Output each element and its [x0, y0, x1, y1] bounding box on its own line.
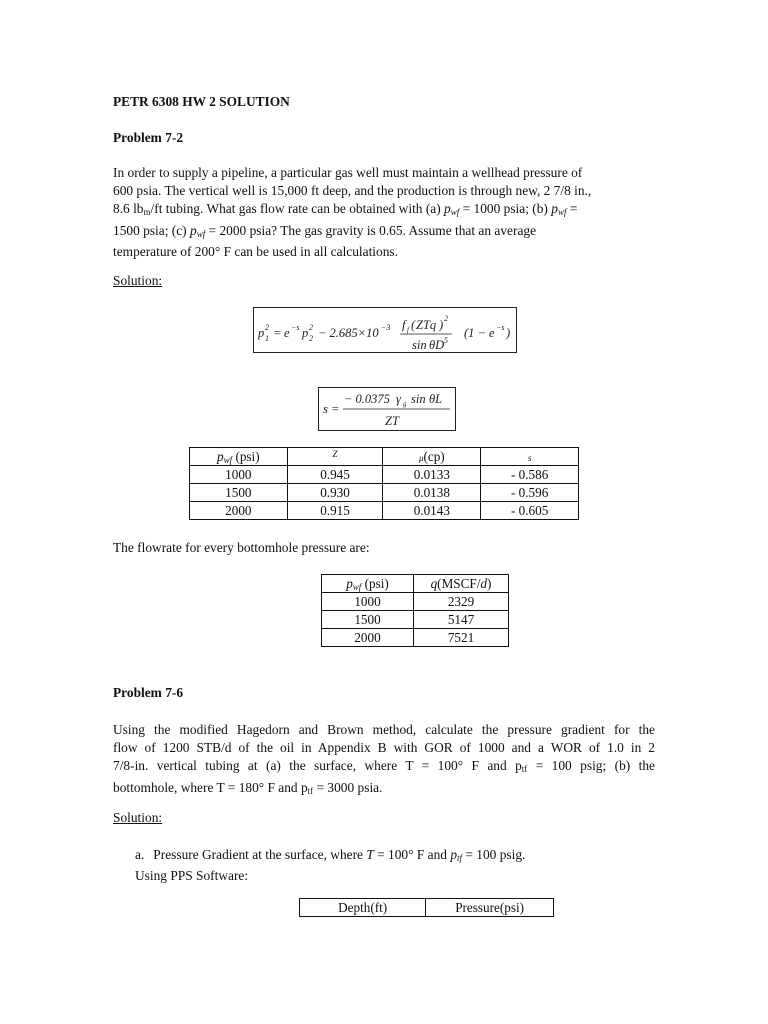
svg-text:−s: −s	[291, 323, 300, 332]
svg-text:g: g	[403, 400, 407, 408]
svg-text:): )	[506, 326, 511, 340]
table-row	[322, 593, 509, 611]
equation-s-box	[318, 387, 456, 431]
svg-text:2: 2	[265, 323, 269, 332]
statement-line: 1500 psia; (c) $p_{wf} = 2000$ psia? The gas gravity is 0.65. Assume that an average	[113, 222, 537, 239]
problem-7-2-statement	[113, 164, 658, 261]
table-cell: 0.915	[287, 502, 383, 520]
software-line: Using PPS Software:	[135, 868, 249, 884]
table-depth-pressure	[299, 898, 554, 917]
svg-text:=: =	[273, 326, 282, 340]
problem-7-6-statement	[113, 721, 655, 800]
svg-text:ZTq: ZTq	[416, 318, 437, 332]
svg-text:s: s	[323, 402, 328, 416]
table-row	[190, 466, 579, 484]
svg-text:− 2.685×10: − 2.685×10	[318, 326, 379, 340]
equation-pressure	[254, 308, 516, 352]
table-cell: 2329	[414, 593, 509, 611]
header-pwf: $p_{wf}$ (psi)	[322, 575, 414, 593]
header-q: q(MSCF/d)	[414, 575, 509, 593]
statement-line: In order to supply a pipeline, a particular gas well must maintain a wellhead pressure of	[113, 165, 583, 180]
document-title: PETR 6308 HW 2 SOLUTION	[113, 94, 290, 109]
svg-text:sin: sin	[412, 338, 427, 352]
svg-text:5: 5	[444, 336, 448, 345]
svg-text:e: e	[489, 326, 495, 340]
svg-text:ZT: ZT	[385, 414, 399, 428]
problem-7-2-heading: Problem 7-2	[113, 130, 184, 145]
equation-pressure-box	[253, 307, 517, 353]
svg-text:f: f	[407, 326, 409, 334]
svg-text:−s: −s	[496, 323, 505, 332]
svg-text:γ: γ	[396, 392, 401, 406]
table-header-row	[300, 899, 554, 917]
svg-text:sin: sin	[411, 392, 426, 406]
svg-text:2: 2	[309, 323, 313, 332]
statement-line: flow of 1200 STB/d of the oil in Appendix B with GOR of 1000 and a WOR of 1.0 in 2	[113, 740, 655, 756]
svg-text:(1 −: (1 −	[464, 326, 486, 340]
table-cell: 1500	[322, 611, 414, 629]
table-cell: - 0.586	[481, 466, 579, 484]
svg-text:2: 2	[309, 334, 313, 343]
header-s: s	[481, 448, 579, 466]
table-cell: 0.0138	[383, 484, 481, 502]
statement-line: 600 psia. The vertical well is 15,000 ft deep, and the production is through new, 2 7/8 in.,	[113, 183, 592, 199]
table-cell: - 0.605	[481, 502, 579, 520]
statement-line: temperature of 200° F can be used in all calculations.	[113, 243, 398, 259]
table-header-row	[190, 448, 579, 466]
header-mu: μ(cp)	[383, 448, 481, 466]
table-row	[190, 484, 579, 502]
svg-text:1: 1	[265, 334, 269, 343]
header-depth: Depth(ft)	[300, 899, 426, 917]
flowrate-intro: The flowrate for every bottomhole pressure are:	[113, 540, 370, 555]
solution-label: Solution:	[113, 273, 163, 288]
statement-line: bottomhole, where T = 180° F and $p_{tf} = 3000$ psia.	[113, 779, 383, 796]
table-cell: 2000	[322, 629, 414, 647]
svg-text:=: =	[331, 402, 340, 416]
table-cell: 0.930	[287, 484, 383, 502]
header-pwf: $p_{wf}$ (psi)	[190, 448, 288, 466]
table-cell: 7521	[414, 629, 509, 647]
svg-text:): )	[439, 318, 444, 332]
table-cell: 1500	[190, 484, 288, 502]
table-row	[322, 611, 509, 629]
table-cell: 0.945	[287, 466, 383, 484]
table-flowrate	[321, 574, 509, 647]
svg-text:2: 2	[444, 314, 448, 323]
svg-text:f: f	[402, 318, 406, 332]
svg-text:(: (	[411, 318, 416, 332]
table-header-row	[322, 575, 509, 593]
statement-line: 8.6 $lb_m/ft$ tubing. What gas flow rate can be obtained with (a) $p_{wf} = 1000$ psia; (b) $p_{wf}$ =	[113, 201, 578, 218]
statement-line: Using the modified Hagedorn and Brown method, calculate the pressure gradient for the	[113, 722, 655, 737]
solution-item-a	[135, 846, 525, 885]
header-z: Z	[287, 448, 383, 466]
table-cell: 0.0133	[383, 466, 481, 484]
statement-line: 7/8-in. vertical tubing at (a) the surface, where T = 100° F and $p_{tf} = 100$ psig; (b) the	[113, 758, 655, 775]
table-cell: 0.0143	[383, 502, 481, 520]
svg-text:θD: θD	[429, 338, 445, 352]
problem-7-6-heading: Problem 7-6	[113, 685, 184, 700]
header-pressure: Pressure(psi)	[426, 899, 554, 917]
svg-text:p: p	[258, 326, 265, 340]
table-cell: - 0.596	[481, 484, 579, 502]
table-cell: 1000	[190, 466, 288, 484]
table-gas-properties	[189, 447, 579, 520]
table-row	[322, 629, 509, 647]
table-cell: 2000	[190, 502, 288, 520]
equation-s	[319, 388, 455, 430]
table-cell: 5147	[414, 611, 509, 629]
svg-text:− 0.0375: − 0.0375	[344, 392, 390, 406]
item-a-line: a. Pressure Gradient at the surface, where T = 100° F and $p_{tf} = 100$ psig.	[135, 847, 526, 863]
svg-text:−3: −3	[381, 323, 391, 332]
svg-text:θL: θL	[429, 392, 443, 406]
table-row	[190, 502, 579, 520]
svg-text:p: p	[302, 326, 309, 340]
table-cell: 1000	[322, 593, 414, 611]
solution-label-2: Solution:	[113, 810, 163, 825]
svg-text:e: e	[284, 326, 290, 340]
